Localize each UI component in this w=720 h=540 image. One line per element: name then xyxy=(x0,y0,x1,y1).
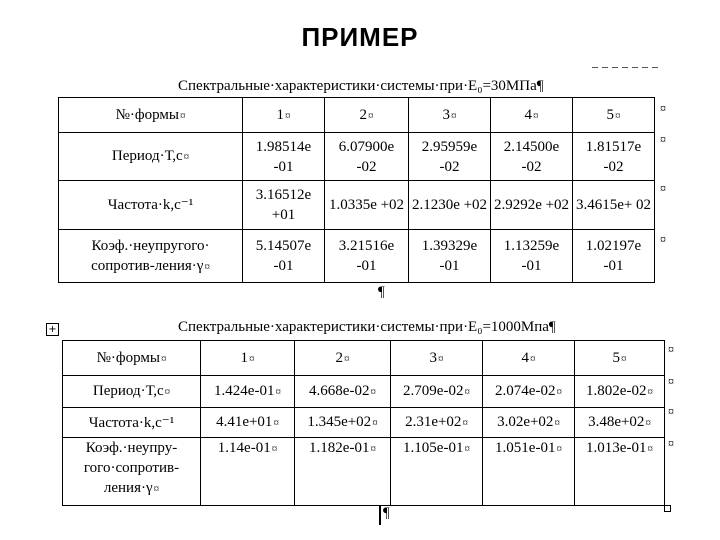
table2-row-end-mark: ¤ xyxy=(668,436,674,450)
table1-row-damping xyxy=(59,230,655,283)
table2-cell: 1.105e-01¤ xyxy=(391,438,483,506)
table2-cell: 1.013e-01¤ xyxy=(575,438,665,506)
table1-cell: 1.0335e +02 xyxy=(325,181,409,230)
table1-caption: Спектральные·характеристики·системы·при·E₀=30МПа¶ xyxy=(178,78,544,94)
table1-cell: 1.13259e -01 xyxy=(491,230,573,283)
table2-cell: 2.074e-02¤ xyxy=(483,376,575,408)
table2-row-end-mark: ¤ xyxy=(668,342,674,356)
table1-row-end-mark: ¤ xyxy=(660,132,666,146)
table-move-handle-icon[interactable]: + xyxy=(46,323,59,336)
table1-row-end-mark: ¤ xyxy=(660,181,666,195)
table1-row-header xyxy=(59,98,655,133)
table1-cell: 2.9292e +02 xyxy=(491,181,573,230)
table1-cell: 3.4615e+ 02 xyxy=(573,181,655,230)
table1-cell: 3.21516e -01 xyxy=(325,230,409,283)
dashed-line-decoration xyxy=(592,64,670,72)
table1-cell: 2¤ xyxy=(325,98,409,133)
table1-row-period xyxy=(59,133,655,181)
text-cursor xyxy=(379,505,381,525)
table2-cell: 2.31e+02¤ xyxy=(391,408,483,438)
table1-cell: Коэф.·неупругого· сопротив-ления·γ¤ xyxy=(59,230,243,283)
table2-cell: 1.345e+02¤ xyxy=(295,408,391,438)
table2-row-header xyxy=(63,341,665,376)
table1-cell: 5.14507e -01 xyxy=(243,230,325,283)
table2-cell: 2.709e-02¤ xyxy=(391,376,483,408)
table1-cell: 2.14500e -02 xyxy=(491,133,573,181)
page-title: ПРИМЕР xyxy=(301,22,419,52)
table1-cell: 1¤ xyxy=(243,98,325,133)
table2-row-end-mark: ¤ xyxy=(668,374,674,388)
table2-cell: 3.48e+02¤ xyxy=(575,408,665,438)
paragraph-mark: ¶ xyxy=(383,505,390,521)
table2-caption: Спектральные·характеристики·системы·при·E₀=1000Мпа¶ xyxy=(178,319,556,335)
table2-cell: 4¤ xyxy=(483,341,575,376)
table2-cell: 1¤ xyxy=(201,341,295,376)
table2-cell: 4.668e-02¤ xyxy=(295,376,391,408)
table1-cell: Частота·k,с⁻¹ xyxy=(59,181,243,230)
table2-cell: 5¤ xyxy=(575,341,665,376)
table2-row-damping xyxy=(63,438,665,506)
table1-cell: Период·Т,с¤ xyxy=(59,133,243,181)
table1-cell: 1.02197e -01 xyxy=(573,230,655,283)
table1-cell: 5¤ xyxy=(573,98,655,133)
table2-cell: №·формы¤ xyxy=(63,341,201,376)
table2-row-frequency xyxy=(63,408,665,438)
table2 xyxy=(62,340,665,506)
table1-row-frequency xyxy=(59,181,655,230)
table1-cell: 6.07900e -02 xyxy=(325,133,409,181)
table1 xyxy=(58,97,655,283)
table2-cell: 1.14e-01¤ xyxy=(201,438,295,506)
table1-cell: 2.1230e +02 xyxy=(409,181,491,230)
table1-cell: 3.16512e +01 xyxy=(243,181,325,230)
table2-cell: Период·Т,с¤ xyxy=(63,376,201,408)
table2-cell: Частота·k,с⁻¹ xyxy=(63,408,201,438)
table2-cell: 1.051e-01¤ xyxy=(483,438,575,506)
paragraph-mark: ¶ xyxy=(378,284,385,300)
table1-cell: 1.39329e -01 xyxy=(409,230,491,283)
table2-cell: 1.424e-01¤ xyxy=(201,376,295,408)
table-resize-handle[interactable] xyxy=(664,505,671,512)
table1-cell: 3¤ xyxy=(409,98,491,133)
table1-cell: 2.95959e -02 xyxy=(409,133,491,181)
table1-cell: 1.81517e -02 xyxy=(573,133,655,181)
table1-row-end-mark: ¤ xyxy=(660,101,666,115)
table1-cell: №·формы¤ xyxy=(59,98,243,133)
table2-cell: 1.802e-02¤ xyxy=(575,376,665,408)
table2-cell: 2¤ xyxy=(295,341,391,376)
table2-cell: 4.41e+01¤ xyxy=(201,408,295,438)
table2-cell: 1.182e-01¤ xyxy=(295,438,391,506)
table1-row-end-mark: ¤ xyxy=(660,232,666,246)
table2-row-period xyxy=(63,376,665,408)
table2-cell: 3¤ xyxy=(391,341,483,376)
table2-row-end-mark: ¤ xyxy=(668,404,674,418)
table1-cell: 1.98514e -01 xyxy=(243,133,325,181)
table1-cell: 4¤ xyxy=(491,98,573,133)
table2-cell: Коэф.·неупру-гого·сопротив-ления·γ¤ xyxy=(63,438,201,506)
table2-cell: 3.02e+02¤ xyxy=(483,408,575,438)
